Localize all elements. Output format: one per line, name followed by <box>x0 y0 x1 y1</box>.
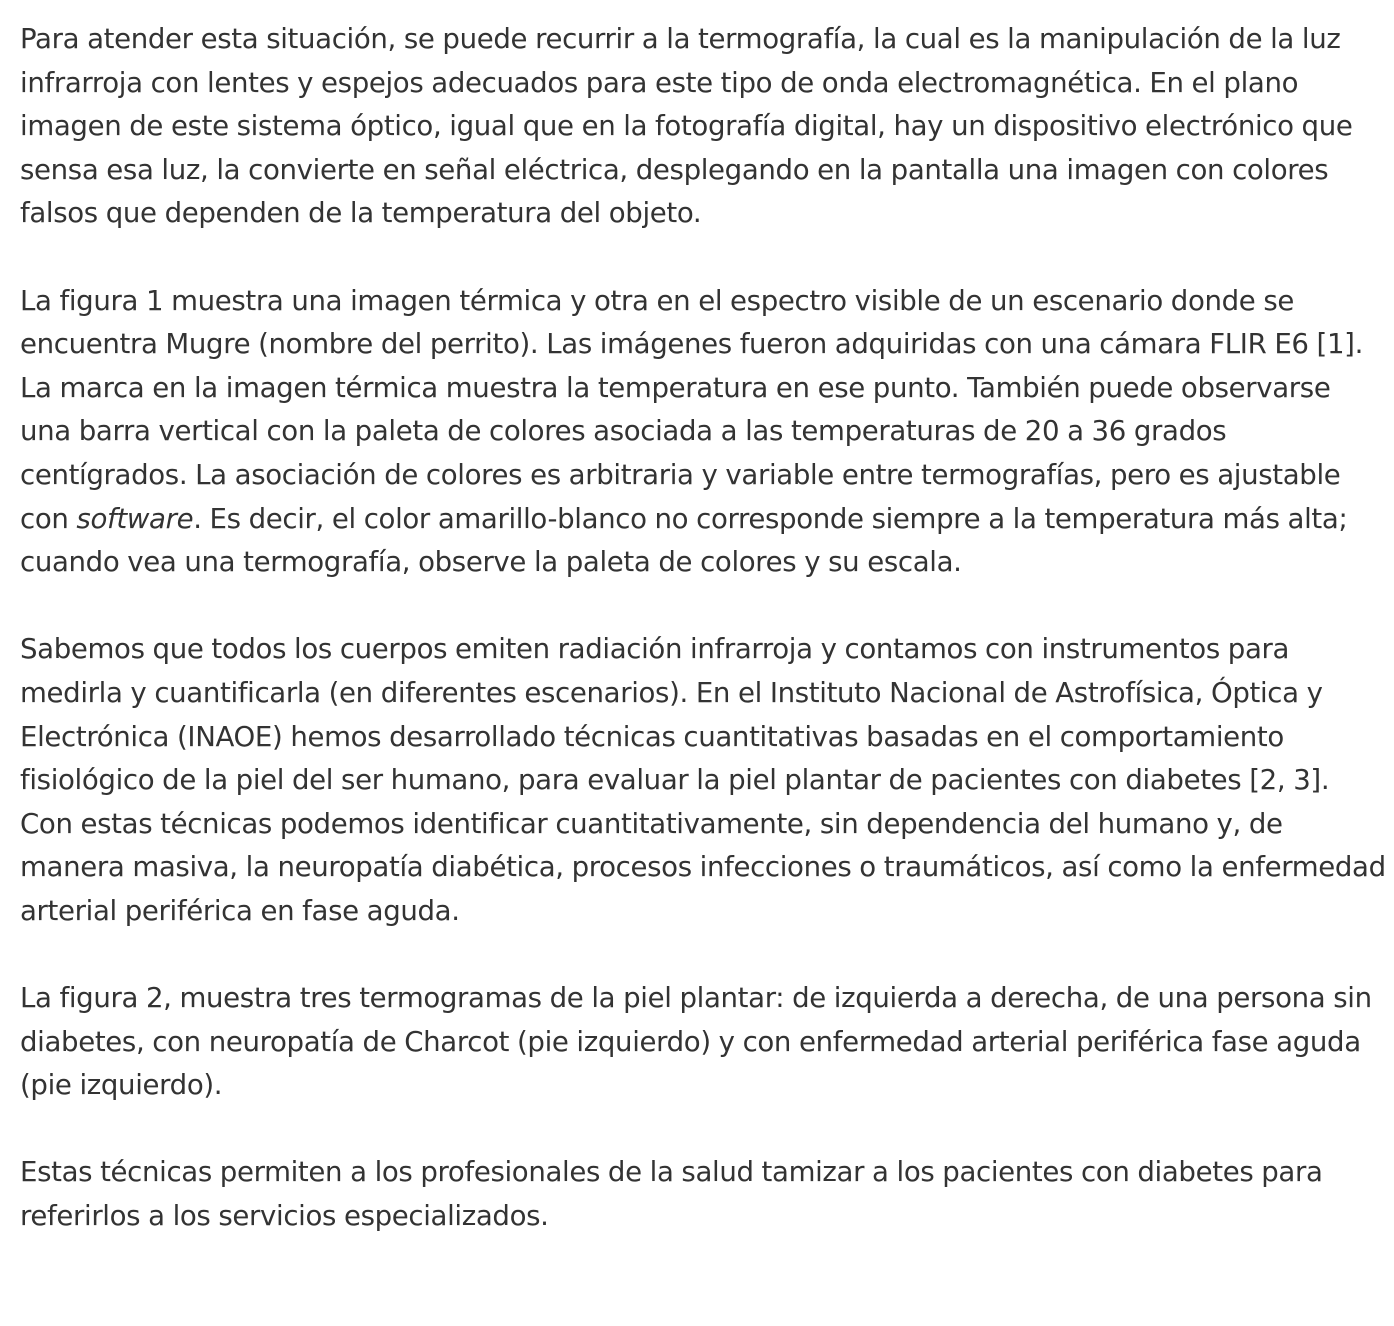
paragraph-figura-2: La figura 2, muestra tres termogramas de la piel plantar: de izquierda a derecha, de una persona sin diabetes, con neuropatía de Charcot (pie izquierdo) y con enfermedad arterial periférica fase aguda (pie izquierdo). <box>20 981 1372 1102</box>
paragraph-tamizar: Estas técnicas permiten a los profesionales de la salud tamizar a los pacientes con diabetes para referirlos a los servicios especializados. <box>20 1155 1323 1233</box>
paragraph-figura-1 <box>20 279 1388 584</box>
software-emphasis: software <box>76 501 194 535</box>
paragraph-termografia: Para atender esta situación, se puede recurrir a la termografía, la cual es la manipulación de la luz infrarroja con lentes y espejos adecuados para este tipo de onda electromagnética. En el plano imagen de este sistema óptico, igual que en la fotografía digital, hay un dispositivo electrónico que sensa esa luz, la convierte en señal eléctrica, desplegando en la pantalla una imagen con colores falsos que dependen de la temperatura del objeto. <box>20 22 1353 230</box>
paragraph-figura-1-text-after: . Es decir, el color amarillo-blanco no corresponde siempre a la temperatura más alta; cuando vea una termografía, observe la paleta de colores y su escala. <box>20 501 1348 579</box>
paragraph-inaoe: Sabemos que todos los cuerpos emiten radiación infrarroja y contamos con instrumentos para medirla y cuantificarla (en diferentes escenarios). En el Instituto Nacional de Astrofísica, Óptica y Electrónica (INAOE) hemos desarrollado técnicas cuantitativas basadas en el comportamiento fisiológico de la piel del ser humano, para evaluar la piel plantar de pacientes con diabetes [2, 3]. Con estas técnicas podemos identificar cuantitativamente, sin dependencia del humano y, de manera masiva, la neuropatía diabética, procesos infecciones o traumáticos, así como la enfermedad arterial periférica en fase aguda. <box>20 632 1386 927</box>
paragraph-figura-1-text-before: La figura 1 muestra una imagen térmica y otra en el espectro visible de un escenario donde se encuentra Mugre (nombre del perrito). Las imágenes fueron adquiridas con una cámara FLIR E6 [1]. La marca en la imagen térmica muestra la temperatura en ese punto. También puede observarse una barra vertical con la paleta de colores asociada a las temperaturas de 20 a 36 grados centígrados. La asociación de colores es arbitraria y variable entre termografías, pero es ajustable con <box>20 283 1363 535</box>
